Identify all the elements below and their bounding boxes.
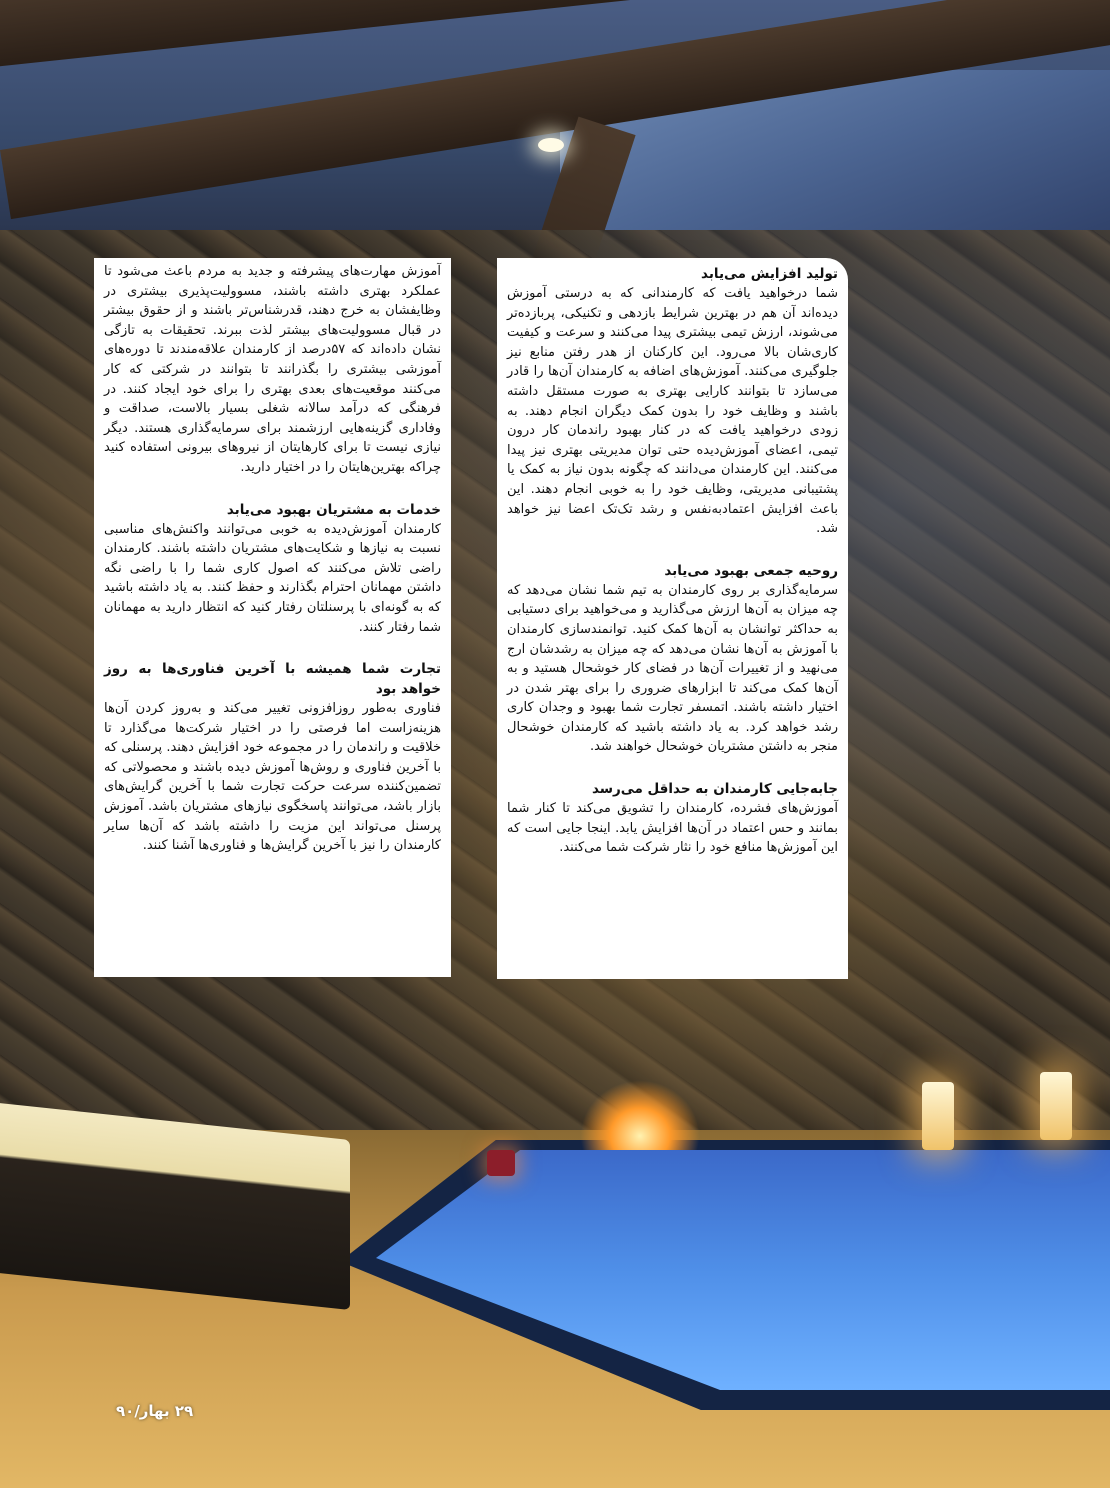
magazine-issue: بهار/۹۰ xyxy=(116,1402,170,1420)
section-body: فناوری به‌طور روزافزونی تغییر می‌کند و به‌روز کردن آن‌ها هزینه‌زاست اما فرصتی را در اختیار شرکت‌ها می‌گذارد تا خلاقیت و راندمان را در مجموعه خود افزایش دهند. پرسنلی که با آخرین فناوری و روش‌ها آموزش دیده باشند و محصولاتی که تضمین‌کننده سرعت حرکت تجارت شما با آخرین گرایش‌های بازار باشد، می‌توانند پاسخگوی نیازهای مشتریان باشد. آموزش پرسنل می‌تواند این مزیت را داشته باشد که آن‌ها سایر کارمندان را نیز با آخرین گرایش‌ها و فناوری‌ها آشنا کنند. xyxy=(104,701,441,854)
article-panel-right xyxy=(497,258,848,979)
article-panel-left xyxy=(94,258,451,977)
section-body: سرمایه‌گذاری بر روی کارمندان به تیم شما نشان می‌دهد که چه میزان به آن‌ها ارزش می‌گذارید و می‌خواهید برای دستیابی به حداکثر توانشان به آن‌ها کمک کنید. توانمندسازی کارمندان با آموزش به آن‌ها نشان می‌دهد که چه میزان به رشدشان ارج می‌نهید و از تغییرات آن‌ها در فضای کار خوشحال هستید و به آن‌ها کمک می‌کند تا ابزارهای ضروری را برای بهتر شدن در اختیار داشته باشند. اتمسفر تجارت شما بهبود و وجدان کاری رشد خواهد کرد. به یاد داشته باشید که کارمندان خوشحال منجر به داشتن مشتریان خوشحال خواهند شد. xyxy=(507,582,838,755)
section-body: آموزش مهارت‌های پیشرفته و جدید به مردم باعث می‌شود تا عملکرد بهتری داشته باشند، مسوولیت‌پذیری بیشتری در وظایفشان به خرج دهند، قدرشناس‌تر باشند و از حقوق بیشتر در قبال مسوولیت‌های بیشتر لذت ببرند. تحقیقات به تازگی نشان داده‌اند که ۵۷درصد از کارمندان علاقه‌مندند تا دوره‌های آموزشی بیشتری را بگذرانند تا بتوانند در شرکتی که کار می‌کنند موقعیت‌های بعدی بهتری را برای خود ایجاد کنند. در فرهنگی که درآمد سالانه شغلی بسیار بالاست، صداقت و وفاداری گزینه‌هایی ارزشمند برای سرمایه‌گذاری هستند. دیگر نیازی نیست تا برای کارهایتان از نیروهای بیرونی استفاده کنید چراکه بهترین‌هایتان را در اختیار دارید. xyxy=(104,264,441,475)
section-body: کارمندان آموزش‌دیده به خوبی می‌توانند واکنش‌های مناسبی نسبت به نیازها و شکایت‌های مشتریان داشته باشند. کارمندان راضی تلاش می‌کنند که اصول کاری شما را با راضی نگه داشتن مهمانان احترام بگذارند و حفظ کنند. به یاد داشته باشید که به گونه‌ای با پرسنلتان رفتار کنید که انتظار دارید به مهمانان شما رفتار کنند. xyxy=(104,521,441,635)
candle xyxy=(1040,1072,1072,1140)
section-heading: خدمات به مشتریان بهبود می‌یابد xyxy=(226,501,441,518)
section-heading: جابه‌جایی کارمندان به حداقل می‌رسد xyxy=(591,781,838,798)
article-column-right xyxy=(507,264,838,858)
page-folio xyxy=(116,1402,193,1420)
candle xyxy=(922,1082,954,1150)
section-heading: تجارت شما همیشه با آخرین فناوری‌ها به روز خواهد بود xyxy=(104,661,441,698)
page-number: ۲۹ xyxy=(174,1402,194,1420)
ceiling-lamp xyxy=(538,138,564,152)
section-body: آموزش‌های فشرده، کارمندان را تشویق می‌کند تا کنار شما بمانند و حس اعتماد در آن‌ها افزایش یابد. اینجا جایی است که این آموزش‌ها منافع خود را نثار شرکت شما می‌کنند. xyxy=(507,801,838,856)
fire-pit xyxy=(580,1080,700,1150)
section-heading: روحیه جمعی بهبود می‌یابد xyxy=(664,562,838,579)
candle xyxy=(487,1150,515,1176)
article-column-left xyxy=(104,262,441,856)
section-heading: تولید افزایش می‌یابد xyxy=(701,266,838,282)
section-body: شما درخواهید یافت که کارمندانی که به درستی آموزش دیده‌اند آن هم در بهترین شرایط بازدهی و تکنیکی، پربازده‌تر می‌شوند، ارزش تیمی بیشتری پیدا می‌کنند و سرعت و کیفیت کاری‌شان بالا می‌رود. این کارکنان از هدر رفتن منابع نیز جلوگیری می‌کنند. آموزش‌های اضافه به کارمندان آن‌ها را قادر می‌سازد تا بتوانند کارایی بهتری به صورت مستقل داشته باشند و وظایف خود را بدون کمک دیگران انجام دهند. به زودی درخواهید یافت که در کنار بهبود راندمان کار درون تیمی، اعضای آموزش‌دیده حتی توان مدیریتی بهتری نیز پیدا می‌کنند. این کارمندان می‌دانند که چگونه بدون نیاز به کمک یا پشتیبانی مدیریتی، وظایف خود را به خوبی انجام دهند. این باعث افزایش اعتمادبه‌نفس و رشد تک‌تک اعضا نیز خواهد شد. xyxy=(507,286,838,537)
